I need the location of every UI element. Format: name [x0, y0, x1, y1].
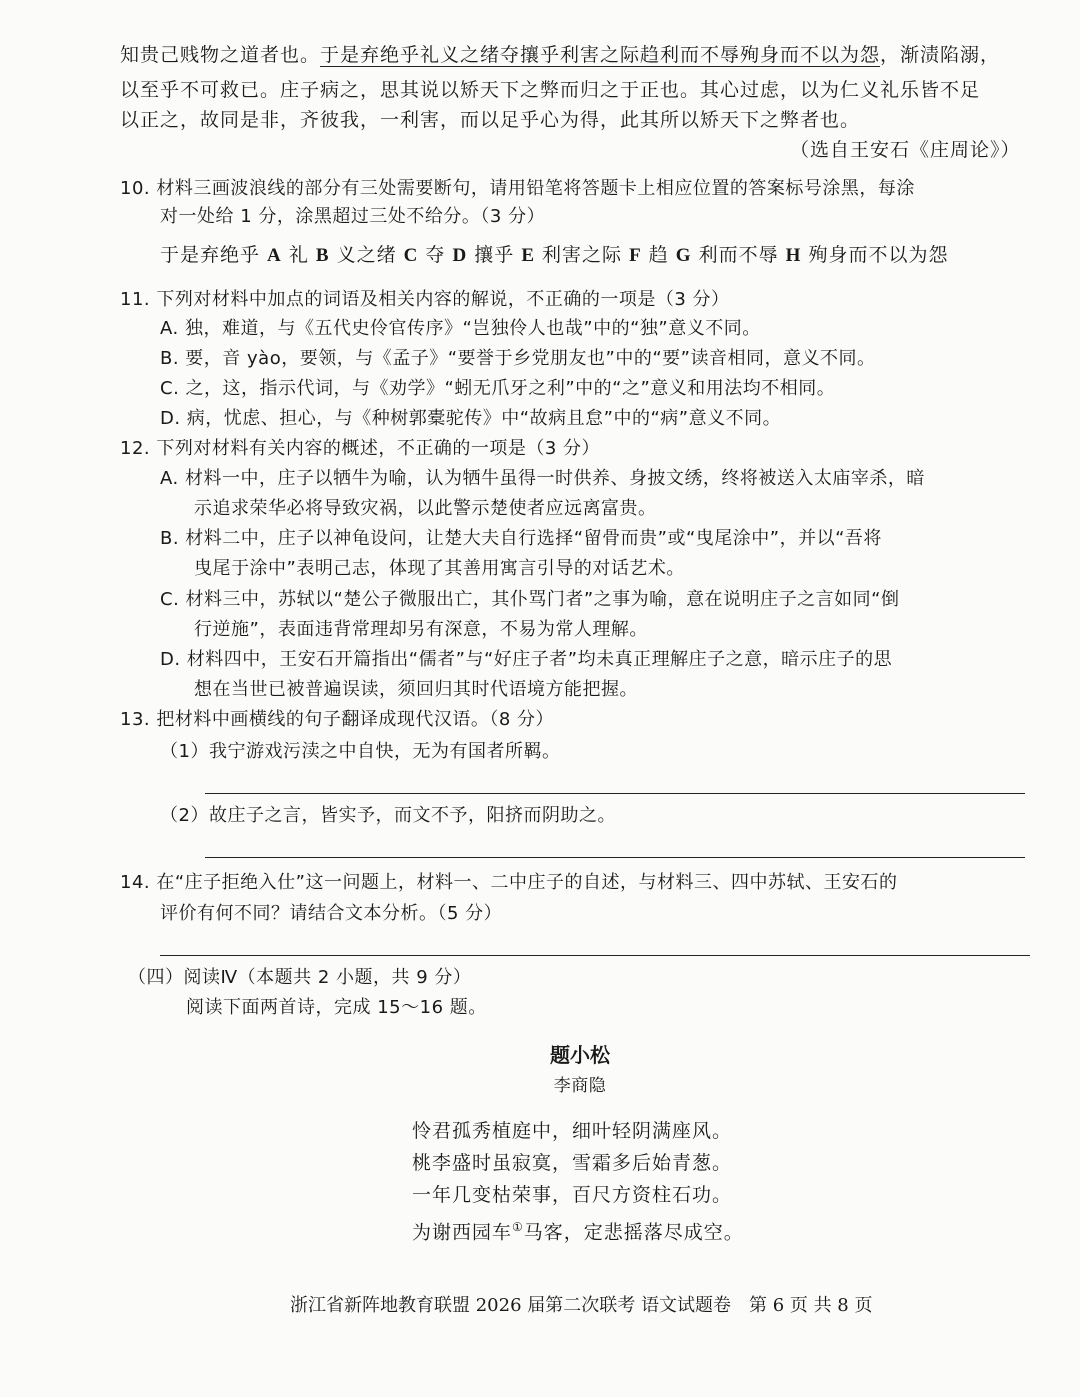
- poem-author: 李商隐: [553, 1076, 607, 1096]
- q12-option-c-line2: 行逆施”，表面违背常理却另有深意，不易为常人理解。: [194, 619, 648, 640]
- material4-line3: 以正之，故同是非，齐彼我，一利害，而以足乎心为得，此其所以矫天下之弊者也。: [120, 109, 861, 131]
- q14-stem-line2: 评价有何不同？请结合文本分析。（5 分）: [160, 903, 503, 924]
- q12-option-a-line2: 示追求荣华必将导致灾祸，以此警示楚使者应远离富贵。: [194, 498, 657, 519]
- q12-stem: 12. 下列对材料有关内容的概述，不正确的一项是（3 分）: [120, 438, 601, 459]
- q11-option-a: A. 独，难道，与《五代史伶官传序》“岂独伶人也哉”中的“独”意义不同。: [160, 318, 761, 339]
- break-option-b[interactable]: B: [315, 245, 330, 266]
- q13-sentence-2: （2）故庄子之言，皆实予，而文不予，阳挤而阴助之。: [160, 805, 616, 826]
- q12-option-d-line1: D. 材料四中，王安石开篇指出“儒者”与“好庄子者”均未真正理解庄子之意，暗示庄子的思: [160, 649, 893, 670]
- page-footer: 浙江省新阵地教育联盟 2026 届第二次联考 语文试题卷 第 6 页 共 8 页: [290, 1295, 873, 1316]
- break-option-c[interactable]: C: [403, 245, 419, 266]
- segment-text: 义之绪: [329, 244, 404, 266]
- poem-title: 题小松: [550, 1043, 610, 1067]
- poem-line: 怜君孤秀植庭中，细叶轻阴满座风。: [412, 1120, 733, 1142]
- q12-option-a-line1: A. 材料一中，庄子以牺牛为喻，认为牺牛虽得一时供养、身披文绣，终将被送入太庙宰杀，暗: [160, 468, 925, 489]
- segment-text: 攘乎: [467, 244, 522, 266]
- poem-line: 桃李盛时虽寂寞，雪霜多后始青葱。: [412, 1152, 733, 1174]
- poem-text: 为谢西园车: [412, 1221, 513, 1244]
- q10-stem-line2: 对一处给 1 分，涂黑超过三处不给分。（3 分）: [160, 206, 546, 227]
- break-option-f[interactable]: F: [629, 245, 642, 266]
- reading4-instruction: 阅读下面两首诗，完成 15～16 题。: [186, 997, 487, 1018]
- answer-line[interactable]: [205, 857, 1025, 858]
- break-option-g[interactable]: G: [675, 245, 692, 266]
- reading4-heading: （四）阅读Ⅳ（本题共 2 小题，共 9 分）: [128, 967, 472, 988]
- underlined-sentence: 于是弃绝乎礼义之绪夺攘乎利害之际趋利而不辱殉身而不以为怨: [320, 44, 881, 66]
- poem-line: 一年几变枯荣事，百尺方资柱石功。: [412, 1184, 733, 1206]
- q11-option-c: C. 之，这，指示代词，与《劝学》“蚓无爪牙之利”中的“之”意义和用法均不相同。: [160, 378, 836, 399]
- q12-option-d-line2: 想在当世已被普遍误读，须回归其时代语境方能把握。: [194, 679, 638, 700]
- q12-option-c-line1: C. 材料三中，苏轼以“楚公子微服出亡，其仆骂门者”之事为喻，意在说明庄子之言如同“倒: [160, 589, 900, 610]
- q14-stem-line1: 14. 在“庄子拒绝入仕”这一问题上，材料一、二中庄子的自述，与材料三、四中苏轼、王安石的: [120, 872, 898, 893]
- q11-stem: 11. 下列对材料中加点的词语及相关内容的解说，不正确的一项是（3 分）: [120, 289, 730, 310]
- break-option-a[interactable]: A: [267, 245, 282, 266]
- q13-sentence-1: （1）我宁游戏污渎之中自快，无为有国者所羁。: [160, 741, 561, 762]
- break-option-d[interactable]: D: [452, 245, 468, 266]
- segment-text: 利害之际: [535, 244, 630, 266]
- segment-text: 夺: [418, 244, 453, 266]
- segment-text: 殉身而不以为怨: [801, 244, 949, 266]
- q13-stem: 13. 把材料中画横线的句子翻译成现代汉语。（8 分）: [120, 709, 555, 730]
- material4-source: （选自王安石《庄周论》）: [790, 139, 1021, 161]
- q12-option-b-line2: 曳尾于涂中”表明己志，体现了其善用寓言引导的对话艺术。: [194, 558, 685, 579]
- q12-option-b-line1: B. 材料二中，庄子以神龟设问，让楚大夫自行选择“留骨而贵”或“曳尾涂中”，并以“吾将: [160, 528, 882, 549]
- footnote-mark: ①: [512, 1220, 524, 1234]
- poem-text: 马客，定悲摇落尽成空。: [523, 1221, 744, 1244]
- material4-text: ，渐渍陷溺，: [880, 44, 1001, 66]
- q11-option-d: D. 病，忧虑、担心，与《种树郭橐驼传》中“故病且怠”中的“病”意义不同。: [160, 408, 782, 429]
- poem-line: [412, 1214, 744, 1245]
- segment-text: 礼: [281, 244, 316, 266]
- material4-line2: 以至乎不可救已。庄子病之，思其说以矫天下之弊而归之于正也。其心过虑，以为仁义礼乐皆不足: [120, 79, 981, 101]
- break-option-e[interactable]: E: [521, 245, 535, 266]
- q10-segments: [160, 242, 949, 269]
- q10-stem-line1: 10. 材料三画波浪线的部分有三处需要断句，请用铅笔将答题卡上相应位置的答案标号涂黑，每涂: [120, 178, 915, 199]
- material4-line1: [120, 42, 1000, 68]
- segment-text: 趋: [641, 244, 676, 266]
- break-option-h[interactable]: H: [785, 245, 802, 266]
- answer-line[interactable]: [205, 793, 1025, 794]
- answer-line[interactable]: [160, 955, 1030, 956]
- segment-text: 利而不辱: [691, 244, 786, 266]
- q11-option-b: B. 要，音 yào，要领，与《孟子》“要誉于乡党朋友也”中的“要”读音相同，意义不同。: [160, 348, 876, 369]
- material4-text: 知贵己贱物之道者也。: [120, 44, 321, 66]
- segment-text: 于是弃绝乎: [160, 244, 268, 266]
